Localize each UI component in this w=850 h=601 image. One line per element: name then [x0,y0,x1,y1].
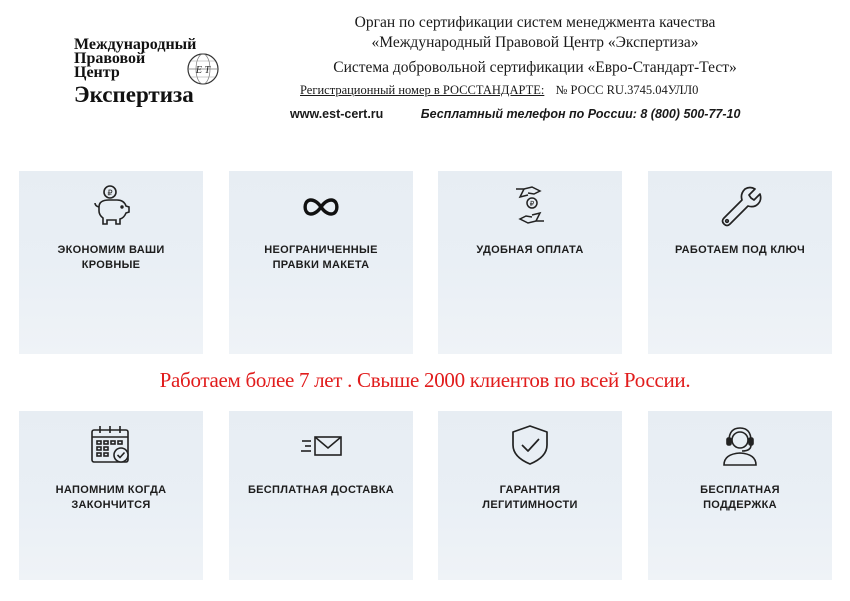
free-phone: Бесплатный телефон по России: 8 (800) 500-77-10 [420,107,741,121]
label-line-2: ПОДДЕРЖКА [703,499,777,511]
logo-line-2: Правовой [74,50,146,67]
feature-card-unlimited-edits [229,171,413,354]
infinity-icon [299,183,343,227]
label-line-1: УДОБНАЯ ОПЛАТА [476,244,584,256]
seal-text: E T [195,65,211,76]
feature-card-save-money [19,171,203,354]
feature-label [444,483,616,513]
feature-label [235,483,407,498]
svg-text:₽: ₽ [529,201,535,209]
contact-row [280,106,790,122]
svg-text:₽: ₽ [107,188,113,198]
logo-line-3: Центр [74,64,120,81]
piggy-bank-icon [89,183,133,227]
label-line-1: БЕСПЛАТНАЯ [700,484,780,496]
wrench-icon [718,183,762,227]
feature-card-turnkey [648,171,832,354]
headset-icon [718,423,762,467]
label-line-2: ЗАКОНЧИТСЯ [71,499,151,511]
label-line-2: ПРАВКИ МАКЕТА [272,259,370,271]
logo-line-4: Экспертиза [74,82,194,107]
website-link[interactable]: www.est-cert.ru [290,107,384,121]
company-logo [74,38,244,114]
envelope-icon [299,423,343,467]
feature-card-reminder [19,411,203,580]
label-line-1: ГАРАНТИЯ [499,484,561,496]
feature-card-legitimacy [438,411,622,580]
shield-check-icon [508,423,552,467]
label-line-1: НАПОМНИМ КОГДА [55,484,167,496]
feature-label [25,483,197,513]
header-line-3: Система добровольной сертификации «Евро-Стандарт-Тест» [333,59,737,76]
registration-number: № РОСС RU.3745.04УЛЛ0 [555,83,699,97]
logo-text [74,38,196,108]
registration-row [280,80,790,100]
feature-label [444,243,616,258]
label-line-2: КРОВНЫЕ [81,259,141,271]
feature-card-free-delivery [229,411,413,580]
label-line-2: ЛЕГИТИМНОСТИ [482,499,578,511]
feature-label [654,243,826,258]
feature-card-support [648,411,832,580]
header-line-2: «Международный Правовой Центр «Экспертиза» [371,34,699,51]
calendar-icon [89,423,133,467]
certification-header [280,12,790,122]
label-line-1: ЭКОНОМИМ ВАШИ [57,244,165,256]
label-line-1: НЕОГРАНИЧЕННЫЕ [264,244,378,256]
feature-card-convenient-payment [438,171,622,354]
label-line-1: РАБОТАЕМ ПОД КЛЮЧ [675,244,805,256]
feature-label [654,483,826,513]
promo-banner: Работаем более 7 лет . Свыше 2000 клиентов по всей России. [159,368,691,392]
logo-line-1: Международный [74,36,197,53]
payment-hands-icon [508,183,552,227]
feature-label [25,243,197,273]
feature-label [235,243,407,273]
globe-seal-icon [186,52,220,86]
header-line-1: Орган по сертификации систем менеджмента качества [354,14,716,31]
label-line-1: БЕСПЛАТНАЯ ДОСТАВКА [247,484,395,496]
registration-label: Регистрационный номер в РОССТАНДАРТЕ: [300,83,545,97]
